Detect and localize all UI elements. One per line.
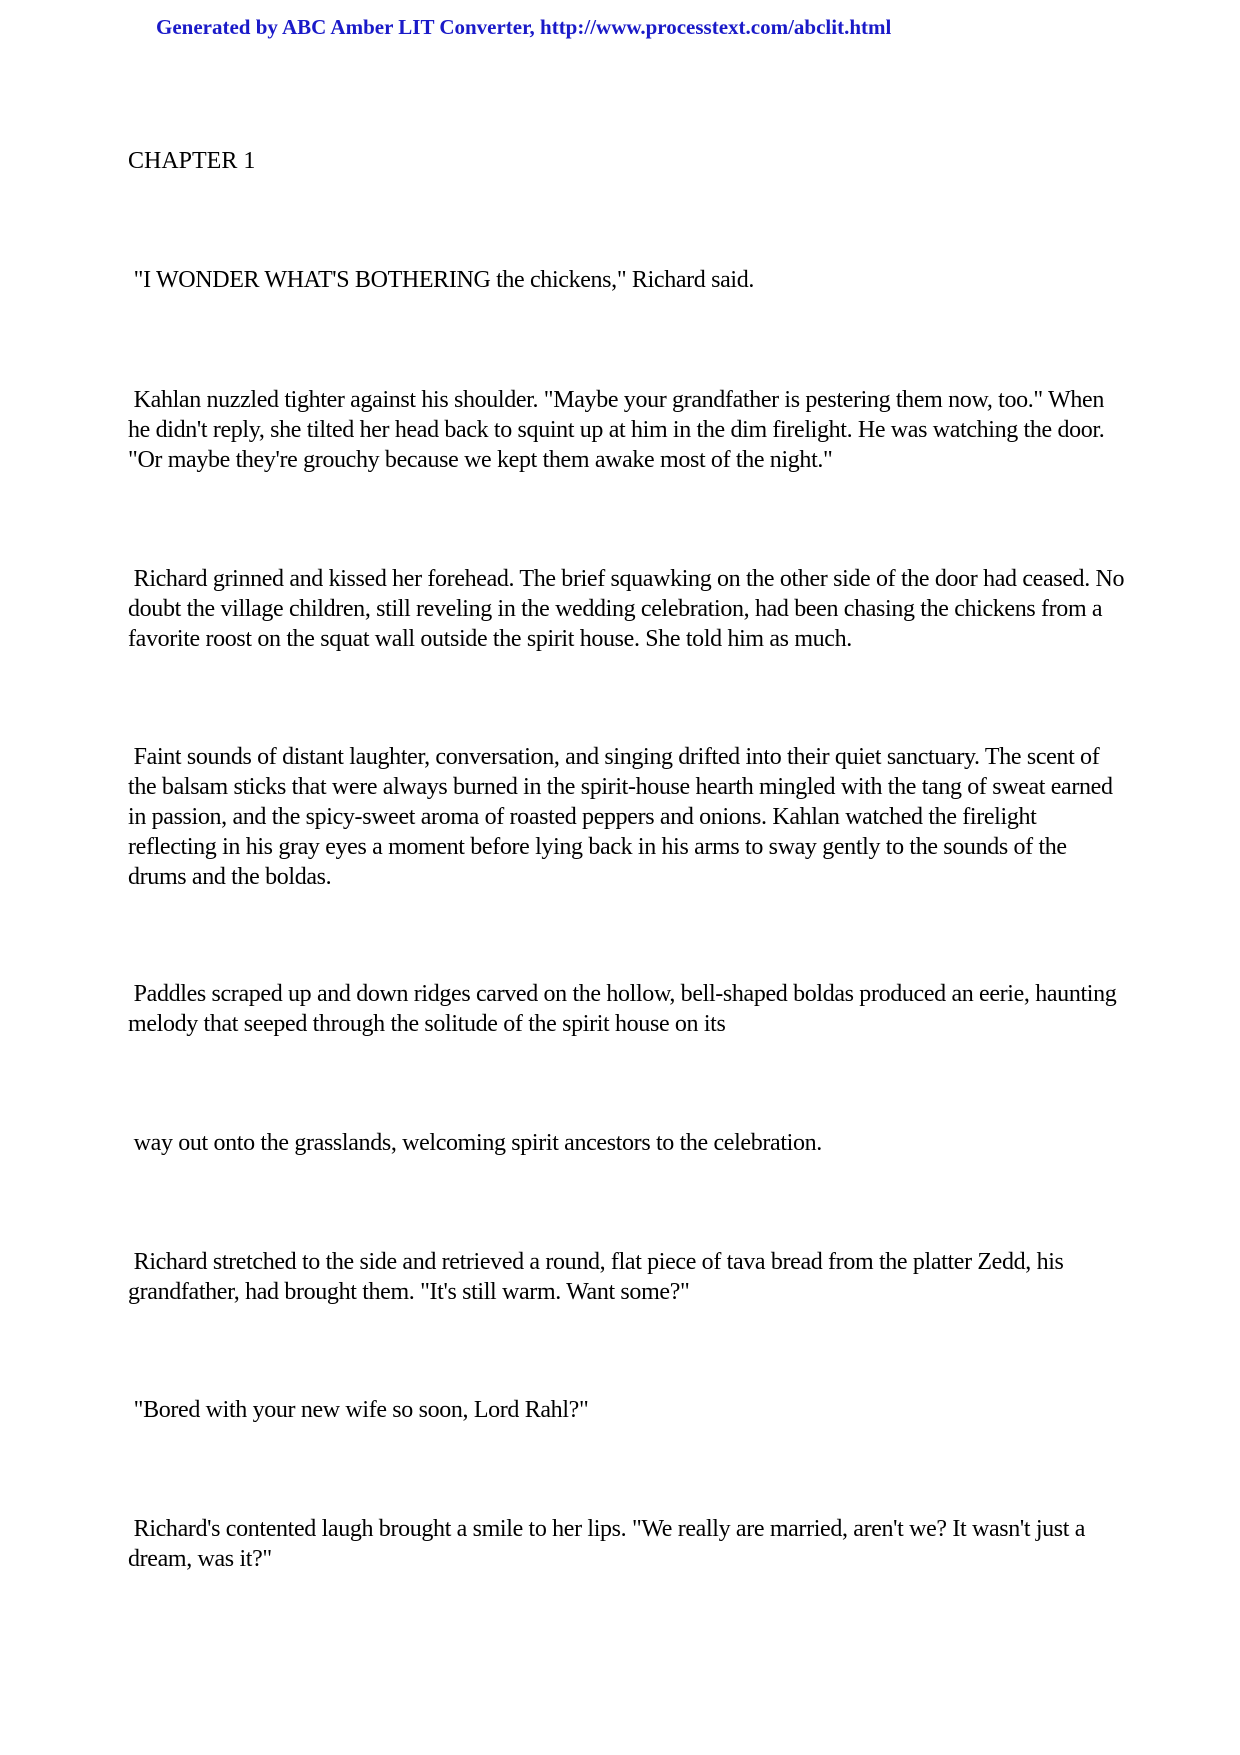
paragraph-5: Paddles scraped up and down ridges carved on the hollow, bell-shaped boldas produced an eerie, haunting melody that seeped through the solitude of the spirit house on its (128, 981, 1123, 1037)
paragraph-4: Faint sounds of distant laughter, conversation, and singing drifted into their quiet sanctuary. The scent of the balsam sticks that were always burned in the spirit-house hearth mingled with the tang of sweat earned in passion, and the spicy-sweet aroma of roasted peppers and onions. Kahlan watched the firelight reflecting in his gray eyes a moment before lying back in his arms to sway gently to the sounds of the drums and the boldas. (128, 744, 1119, 890)
paragraph-8: "Bored with your new wife so soon, Lord Rahl?" (128, 1397, 589, 1423)
paragraph-1: "I WONDER WHAT'S BOTHERING the chickens," Richard said. (128, 267, 755, 293)
paragraph-2: Kahlan nuzzled tighter against his shoulder. "Maybe your grandfather is pestering them now, too." When he didn't reply, she tilted her head back to squint up at him in the dim firelight. He was watching the door. "Or maybe they're grouchy because we kept them awake most of the night." (128, 387, 1111, 473)
paragraph-7: Richard stretched to the side and retrieved a round, flat piece of tava bread from the platter Zedd, his grandfather, had brought them. "It's still warm. Want some?" (128, 1249, 1070, 1305)
paragraph-9: Richard's contented laugh brought a smile to her lips. "We really are married, aren't we? It wasn't just a dream, was it?" (128, 1516, 1091, 1572)
paragraph-3: Richard grinned and kissed her forehead. The brief squawking on the other side of the door had ceased. No doubt the village children, still reveling in the wedding celebration, had been chasing the chickens from a favorite roost on the squat wall outside the spirit house. She told him as much. (128, 566, 1130, 652)
chapter-title: CHAPTER 1 (128, 148, 256, 174)
paragraph-6: way out onto the grasslands, welcoming spirit ancestors to the celebration. (128, 1130, 822, 1156)
converter-notice-link[interactable]: Generated by ABC Amber LIT Converter, http://www.processtext.com/abclit.html (156, 15, 892, 39)
